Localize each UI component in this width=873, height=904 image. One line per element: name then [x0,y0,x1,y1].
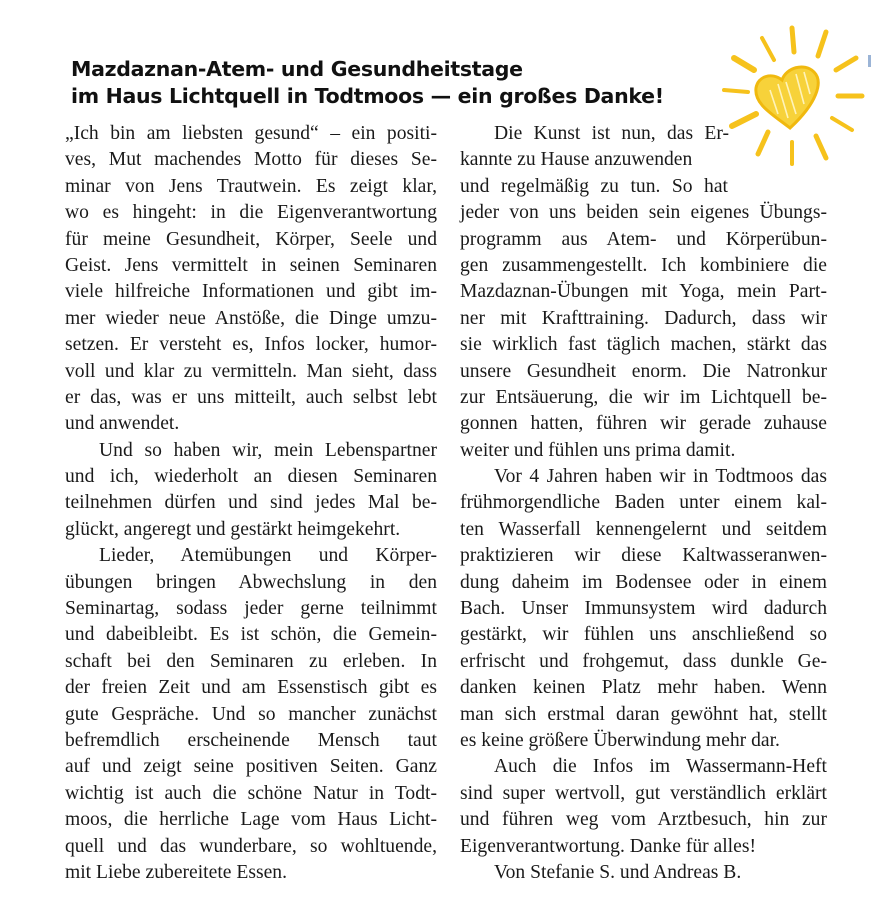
page-edge-mark [868,55,871,67]
text-line: Die Kunst ist nun, das Er- [494,123,729,144]
text-line: danken keinen Platz mehr haben. Wenn [460,677,827,699]
text-line: und ich, wiederholt an diesen Seminaren [65,466,437,488]
text-line: wichtig ist auch die schöne Natur in Todt- [65,782,437,804]
text-line: Geist. Jens vermittelt in seinen Seminaren [65,254,437,276]
text-line: teilnehmen dürfen und sind jedes Mal be- [65,492,437,514]
text-line: der freien Zeit und am Essenstisch gibt es [65,677,437,699]
text-line: erfrischt und frohgemut, dass dunkle Ge- [460,650,827,672]
text-line: Auch die Infos im Wassermann-Heft [494,756,827,778]
text-line: glückt, angeregt und gestärkt heimgekehrt. [65,518,401,540]
text-line: unsere Gesundheit enorm. Die Natronkur [460,360,827,382]
text-line: übungen bringen Abwechslung in den [65,571,437,593]
text-line: mer wieder neue Anstöße, die Dinge umzu- [65,307,437,329]
sun-ray [734,58,754,70]
text-line: Bach. Unser Immunsystem wird dadurch [460,598,827,620]
text-line: man sich erstmal daran gewöhnt hat, stellt [460,703,827,725]
text-line: quell und das wunderbare, so wohltuende, [65,835,437,857]
sun-ray [758,132,768,154]
sun-ray [762,38,774,60]
text-line: Von Stefanie S. und Andreas B. [494,861,742,883]
text-line: programm aus Atem- und Körperübun- [460,228,827,250]
text-line: schaft bei den Seminaren zu erleben. In [65,650,437,672]
text-line: ten Wasserfall kennengelernt und seitdem [460,518,827,540]
text-line: wo es hingeht: in die Eigenverantwortung [65,202,437,224]
text-line: Mazdaznan-Übungen mit Yoga, mein Part- [460,281,827,303]
text-line: setzen. Er versteht es, Infos locker, humor- [65,334,437,356]
text-line: „Ich bin am liebsten gesund“ – ein positi- [65,123,437,144]
sun-ray [816,136,826,158]
article-headline [71,56,664,110]
text-line: und regelmäßig zu tun. So hat [460,175,728,197]
sun-ray [732,114,756,126]
sun-ray [792,28,794,52]
sun-ray [836,58,856,70]
text-line: er das, was er uns mitteilt, auch selbst lebt [65,386,437,408]
text-line: befremdlich erscheinende Mensch taut [65,729,437,751]
text-line: weiter und fühlen uns prima damit. [460,439,736,461]
text-line: mit Liebe zubereitete Essen. [65,861,287,883]
text-line: moos, die herrliche Lage vom Haus Licht- [65,809,437,831]
text-line: und dabeibleibt. Es ist schön, die Gemein- [65,624,437,646]
text-line: Eigenverantwortung. Danke für alles! [460,835,756,857]
right-column [460,121,827,886]
text-line: dung daheim im Bodensee oder in einem [460,571,827,593]
text-line: ves, Mut machendes Motto für dieses Se- [65,149,437,171]
heart-shape [756,67,818,128]
text-line: und führen weg vom Arztbesuch, hin zur [460,809,827,831]
text-line: voll und klar zu vermitteln. Man sieht, dass [65,360,437,382]
text-line: gen zusammengestellt. Ich kombiniere die [460,254,827,276]
text-line: sie wirklich fast täglich machen, stärkt das [460,334,827,356]
text-line: Seminartag, sodass jeder gerne teilnimmt [65,598,437,620]
sun-heart-icon [712,18,872,178]
text-line: Und so haben wir, mein Lebenspartner [99,439,437,461]
text-line: ner mit Krafttraining. Dadurch, dass wir [460,307,827,329]
sun-ray [832,118,852,130]
text-line: es keine größere Überwindung mehr dar. [460,729,780,751]
text-line: zur Entsäuerung, die wir im Lichtquell be- [460,386,827,408]
sun-ray [818,32,826,56]
text-line: für meine Gesundheit, Körper, Seele und [65,228,437,250]
text-line: und anwendet. [65,413,180,435]
text-line: gute Gespräche. Und so mancher zunächst [65,703,437,725]
text-line: viele hilfreiche Informationen und gibt im- [65,281,437,303]
text-line: frühmorgendliche Baden unter einem kal- [460,492,827,514]
text-line: praktizieren wir diese Kaltwasseranwen- [460,545,827,567]
text-line: Vor 4 Jahren haben wir in Todtmoos das [494,466,827,488]
sun-ray [724,90,748,92]
text-line: gestärkt, wir fühlen uns anschließend so [460,624,827,646]
left-column [65,121,437,886]
text-line: gonnen hatten, führen wir gerade zuhause [460,413,827,435]
text-line: sind super wertvoll, gut verständlich erklärt [460,782,827,804]
text-line: jeder von uns beiden sein eigenes Übungs- [460,202,827,224]
text-line: auf und zeigt seine positiven Seiten. Ganz [65,756,437,778]
headline-line-1: Mazdaznan-Atem- und Gesundheitstage [71,57,523,81]
text-line: minar von Jens Trautwein. Es zeigt klar, [65,175,437,197]
headline-line-2: im Haus Lichtquell in Todtmoos — ein großes Danke! [71,84,664,108]
text-line: kannte zu Hause anzuwenden [460,149,693,171]
text-line: Lieder, Atemübungen und Körper- [99,545,437,567]
